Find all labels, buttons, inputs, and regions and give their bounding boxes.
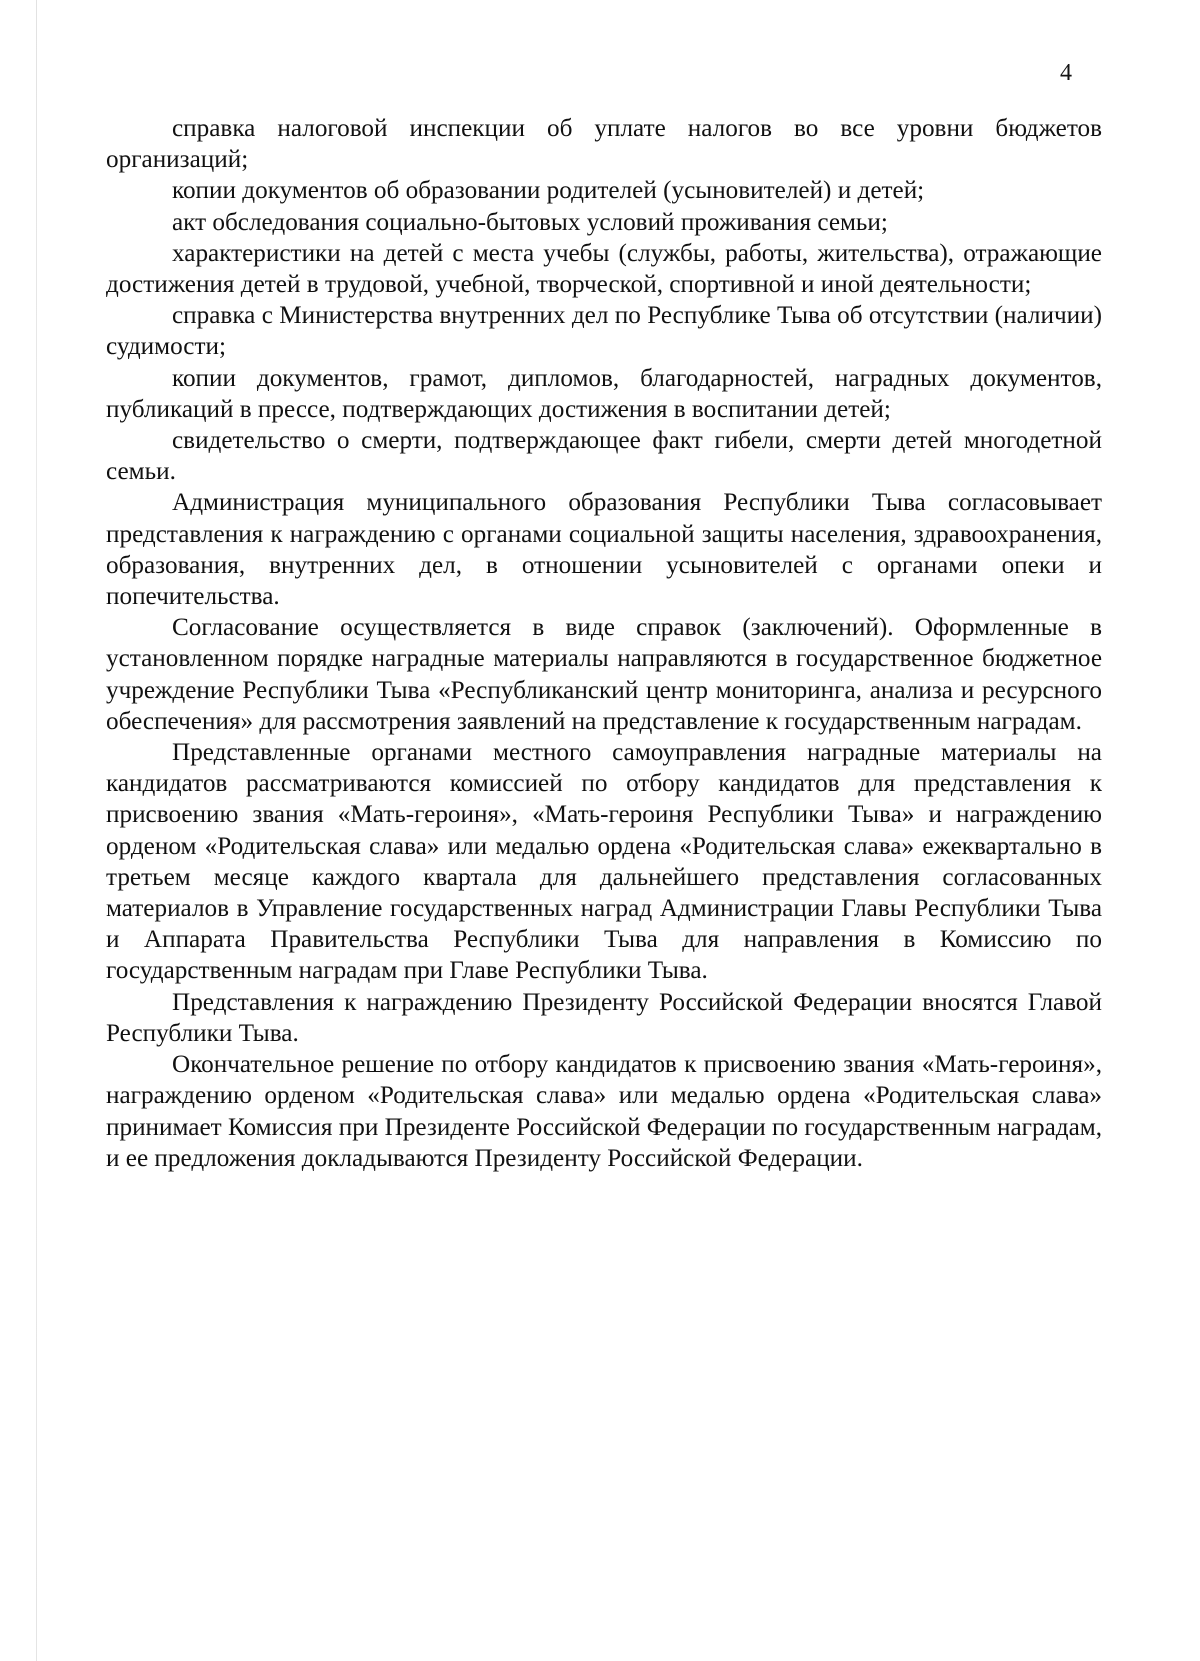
scan-edge-line [36, 0, 37, 1661]
paragraph-approval-form: Согласование осуществляется в виде справок (заключений). Оформленные в установленном порядке наградные материалы направляются в государственное бюджетное учреждение Республики Тыва «Республиканский центр мониторинга, анализа и ресурсного обеспечения» для рассмотрения заявлений на представление к государственным наградам. [106, 614, 1102, 735]
paragraph-education-copies: копии документов об образовании родителей (усыновителей) и детей; [172, 177, 925, 205]
paragraph-death-certificate: свидетельство о смерти, подтверждающее факт гибели, смерти детей многодетной семьи. [106, 427, 1102, 486]
paragraph-children-references: характеристики на детей с места учебы (службы, работы, жительства), отражающие достижения детей в трудовой, учебной, творческой, спортивной и иной деятельности; [106, 239, 1102, 299]
paragraph-commission-review: Представленные органами местного самоуправления наградные материалы на кандидатов рассматриваются комиссией по отбору кандидатов для представления к присвоению звания «Мать-героиня», «Мать-героиня Республики Тыва» и награждению орденом «Родительская слава» или медалью ордена «Родительская слава» ежеквартально в третьем месяце каждого квартала для дальнейшего представления согласованных материалов в Управление государственных наград Администрации Главы Республики Тыва и Аппарата Правительства Республики Тыва для направления в Комиссию по государственным наградам при Главе Республики Тыва. [106, 739, 1102, 985]
paragraph-tax-certificate: справка налоговой инспекции об уплате налогов во все уровни бюджетов организаций; [106, 115, 1102, 174]
paragraph-municipal-approval: Администрация муниципального образования Республики Тыва согласовывает представления к награждению с органами социальной защиты населения, здравоохранения, образования, внутренних дел, в отношении усыновителей с органами опеки и попечительства. [106, 489, 1102, 611]
paragraph-final-decision: Окончательное решение по отбору кандидатов к присвоению звания «Мать-героиня», награждению орденом «Родительская слава» или медалью ордена «Родительская слава» принимает Комиссия при Президенте Российской Федерации по государственным наградам, и ее предложения докладываются Президенту Российской Федерации. [106, 1051, 1102, 1172]
paragraph-submission-to-president: Представления к награждению Президенту Российской Федерации вносятся Главой Республики Тыва. [106, 988, 1102, 1047]
paragraph-achievement-documents: копии документов, грамот, дипломов, благодарностей, наградных документов, публикаций в прессе, подтверждающих достижения в воспитании детей; [106, 364, 1102, 423]
paragraph-living-conditions-act: акт обследования социально-бытовых условий проживания семьи; [172, 208, 888, 236]
paragraph-criminal-record-certificate: справка с Министерства внутренних дел по Республике Тыва об отсутствии (наличии) судимости; [106, 302, 1102, 361]
document-body [106, 113, 1102, 1174]
page-number: 4 [1060, 60, 1072, 86]
